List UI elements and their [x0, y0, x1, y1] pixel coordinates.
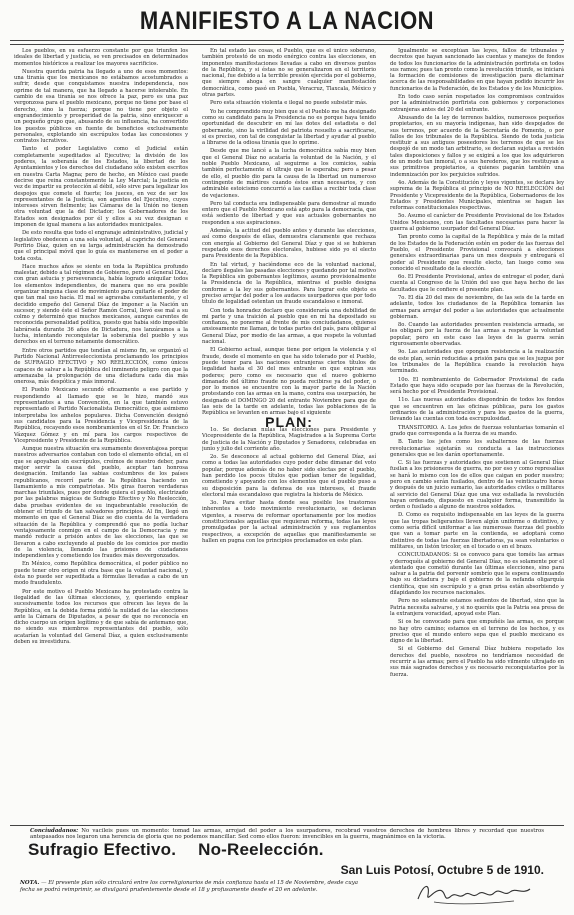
paragraph: Los pueblos, en su esfuerzo constante por que triunfen los ideales de libertad y justicia, se ven precisados en determinados momentos históricos a realizar los mayores sacrificios.	[14, 48, 188, 67]
paragraph: Si el Gobierno del General Díaz hubiera respetado los derechos del pueblo, nosotros no tendríamos necesidad de recurrir a las armas; pero el Pueblo ha sido vilmente ultrajado en sus más sagrados derechos y es necesario reconquistarlos por la fuerza.	[390, 646, 564, 678]
nota-lead: NOTA.	[20, 880, 40, 886]
plan-article: 3o. Para evitar hasta donde sea posible los trastornos inherentes a todo movimiento revolucionario, se declaran vigentes, a reserva de reformar oportunamente por los medios constitucionales aquellas que requieran reforma, todas las leyes promulgadas por la actual administración y sus reglamentos respectivos, a excepción de aquellas que manifiestamente se hallen en pugna con los principios proclamados en este plan.	[202, 500, 376, 544]
paragraph: El Gobierno actual, aunque tiene por origen la violencia y el fraude, desde el momento en que ha sido tolerado por el Pueblo, puede tener para las naciones extranjeras ciertos títulos de legalidad hasta el 30 del mes entrante en que expiran sus poderes; pero como es necesario que el nuevo gobierno dimanado del último fraude no pueda recibirse ya del poder, o por lo menos se encuentre con la mayor parte de la Nación protestando con las armas en la mano, contra esa usurpación, he designado el DOMINGO 20 del entrante Noviembre para que de las seis de la tarde en adelante, todas las poblaciones de la República se levanten en armas bajo el siguiente	[202, 347, 376, 417]
motto-left: Sufragio Efectivo.	[28, 840, 177, 859]
plan-article: 9o. Las autoridades que opongan resistencia a la realización de este plan, serán reducidas a prisión para que se les juzgue por los tribunales de la República cuando la revolución haya terminado.	[390, 349, 564, 375]
plan-heading: PLAN:	[265, 413, 313, 430]
motto	[28, 840, 324, 860]
paragraph: Pero esta situación violenta e ilegal no puede subsistir más.	[210, 100, 368, 107]
column-1	[14, 48, 188, 823]
paragraph: Igualmente se exceptúan las leyes, fallos de tribunales y decretos que hayan sancionado las cuentas y manejos de fondos de todos los funcionarios de la administración porfirista en todos sus ramos; pues tan pronto como la revolución triunfe, se iniciará la formación de comisiones de investigación para dictaminar acerca de las responsabilidades en que hayan podido incurrir los funcionarios de la Federación, de los Estados y de los Municipios.	[390, 48, 564, 92]
handwritten-signature	[414, 877, 534, 907]
closing-divider	[10, 825, 564, 826]
transitory-article: B. Tanto los jefes como los subalternos de las fuerzas revolucionarias sujetarán su conducta a las instrucciones generales que se les darán oportunamente.	[390, 439, 564, 458]
column-3	[390, 48, 564, 823]
paragraph: Tanto el poder Legislativo como el Judicial están completamente supeditados al Ejecutivo; la división de los poderes, la soberanía de los Estados, la libertad de los Ayuntamientos y los derechos del ciudadano sólo existen escritos en nuestra Carta Magna; pero de hecho, en México casi puede decirse que reina constantemente la Ley Marcial; la justicia en vez de impartir su protección al débil, sólo sirve para legalizar los despojos que comete el fuerte; los jueces, en vez de ser los representantes de la Justicia, son agentes del Ejecutivo, cuyos intereses sirven fielmente; las Cámaras de la Unión no tienen otra voluntad que la del Dictador; los Gobernadores de los Estados son designados por él y ellos a su vez designan e imponen de igual manera a las autoridades municipales.	[14, 146, 188, 229]
paragraph: Además, la actitud del pueblo antes y durante las elecciones, así como después de ellas, demuestra claramente que rechaza con energía al Gobierno del General Díaz y que si se hubieran respetado esos derechos electorales, hubiese sido yo el electo para Presidente de la República.	[202, 228, 376, 260]
transitory-article: TRANSITORIO. A. Los jefes de fuerzas voluntarias tomarán el grado que corresponda a la fuerza de su mando.	[390, 424, 564, 437]
page-title: MANIFIESTO A LA NACION	[139, 6, 435, 35]
plan-article: 11o. Las nuevas autoridades dispondrán de todos los fondos que se encuentren en las oficinas públicas, para los gastos ordinarios de la administración y para los gastos de la guerra, llevando las cuentas con toda escrupulosidad.	[390, 397, 564, 423]
plan-article: 8o. Cuando las autoridades presenten resistencia armada, se les obligará por la fuerza de las armas a respetar la voluntad popular, pero en este caso las leyes de la guerra serán rigurosamente observadas.	[390, 322, 564, 348]
closing-text: No vacileis pues un momento: tomad las armas, arrojad del poder a los usurpadores, recobrad vuestros derechos de hombres libres y recordad que nuestros antepasados nos legaron una herencia de gloria que no podemos mancillar. Sed como ellos fueron: invencibles en la guerra, magnánimos en la victoria.	[30, 828, 545, 841]
paragraph: En tal estado las cosas, el Pueblo, que es el único soberano, también protestó de un modo enérgico contra las elecciones, en imponentes manifestaciones llevadas a cabo en diversos puntos de la República, y si éstas no se generalizaron en el territorio nacional, fue debido a la terrible presión ejercida por el gobierno, que siempre ahoga en sangre cualquier manifestación democrática, como pasó en Puebla, Veracruz, Tlaxcala, México y otras partes.	[202, 48, 376, 99]
paragraph: Tan pronto como la capital de la República y más de la mitad de los Estados de la Federación estén en poder de las fuerzas del Pueblo, el Presidente Provisional convocará a elecciones generales extraordinarias para un mes después y entregará el poder al Presidente que resulte electo, tan luego como sea conocido el resultado de la elección.	[390, 234, 564, 272]
paragraph: Yo he comprendido muy bien que si el Pueblo me ha designado como su candidato para la Presidencia no es porque haya tenido oportunidad de descubrir en mí las dotes del estadista o del gobernante, sino la virilidad del patriota resuelto a sacrificarse, si es preciso, con tal de conquistar la libertad y ayudar al pueblo a librarse de la odiosa tiranía que lo oprime.	[202, 108, 376, 147]
plan-article: 1o. Se declaran nulas las elecciones para Presidente y Vicepresidente de la República, Magistrados a la Suprema Corte de Justicia de la Nación y Diputados y Senadores, celebradas en junio y julio del corriente año.	[202, 426, 376, 452]
plan-article: 2o. Se desconoce al actual gobierno del General Díaz, así como a todas las autoridades cuyo poder debe dimanar del voto popular, porque además de no haber sido electas por el pueblo, han perdido los pocos títulos que podían tener de legalidad, cometiendo y apoyando con los elementos que el pueblo puso a su disposición para la defensa de sus intereses, el fraude electoral más escandaloso que registra la historia de México.	[202, 454, 376, 498]
paragraph: Entre otros partidos que tendían al mismo fin, se organizó el Partido Nacional Antirreeleccionista proclamando los principios de SUFRAGIO EFECTIVO y NO REELECCIÓN, como únicos capaces de salvar a la República del inminente peligro con que la amenazaba la prolongación de una dictadura cada día más onerosa, más despótica y más inmoral.	[14, 347, 188, 386]
column-2	[202, 48, 376, 823]
closing-paragraph	[30, 828, 544, 841]
nota	[20, 880, 370, 893]
plan-article: 5o. Asumo el carácter de Presidente Provisional de los Estados Unidos Mexicanos, con las facultades necesarias para hacer la guerra al gobierno usurpador del General Díaz.	[390, 213, 564, 233]
transitory-article: D. Como es requisito indispensable en las leyes de la guerra que las tropas beligerantes lleven algún uniforme o distintivo, y como sería difícil uniformar a las numerosas fuerzas del pueblo que van a tomar parte en la contienda, se adoptará como distintivo de todas las fuerzas libertadoras, ya sean voluntarios o militares, un listón tricolor, en el tocado o en el brazo.	[390, 512, 564, 550]
paragraph: En tal virtud, y haciéndome eco de la voluntad nacional, declaro ilegales las pasadas elecciones y quedando por tal motivo la República sin gobernantes legítimos, asumo provisionalmente la Presidencia de la República, mientras el pueblo designa conforme a la ley sus gobernantes. Para lograr este objeto es preciso arrojar del poder a los audaces usurpadores que por todo título de legalidad ostentan un fraude escandaloso e inmoral.	[202, 261, 376, 306]
paragraph: En todo caso serán respetados los compromisos contraídos por la administración porfirista con gobiernos y corporaciones extranjeras antes del 20 del entrante.	[390, 94, 564, 113]
plan-article: 7o. El día 20 del mes de noviembre, de las seis de la tarde en adelante, todos los ciudadanos de la República tomarán las armas para arrojar del poder a las autoridades que actualmente gobiernan.	[390, 294, 564, 320]
plan-article: 4o. Además de la Constitución y leyes vigentes, se declara ley suprema de la República el principio de NO REELECCIÓN del Presidente y Vicepresidente de la República, Gobernadores de los Estados y Presidentes Municipales, mientras se hagan las reformas constitucionales respectivas.	[390, 179, 564, 212]
paragraph: Por este motivo el Pueblo Mexicano ha protestado contra la ilegalidad de las últimas elecciones, y, queriendo emplear sucesivamente todos los recursos que ofrecen las leyes de la República, en la debida forma pidió la nulidad de las elecciones ante la Cámara de Diputados, a pesar de que no reconocía en dicho cuerpo un origen legítimo y de que sabía de antemano que, no siendo sus miembros representantes del pueblo, sólo acatarían la voluntad del General Díaz, a quien exclusivamente deben su investidura.	[14, 588, 188, 646]
motto-right: No-Reelección.	[198, 840, 324, 859]
paragraph: Hace muchos años se siente en toda la República profundo malestar, debido a tal régimen de Gobierno, pero el General Díaz, con gran astucia y perseverancia, había logrado aniquilar todos los elementos independientes, de manera que no era posible organizar ninguna clase de movimiento para quitarle el poder de que tan mal uso hacía. El mal se agravaba constantemente, y el decidido empeño del General Díaz de imponer a la Nación un sucesor, y siendo éste el Señor Ramón Corral, llevó ese mal a su colmo y determinó que muchos mexicanos, aunque carentes de reconocida personalidad política, puesto que había sido imposible labrársela durante 36 años de Dictadura, nos lanzáramos a la lucha, intentando reconquistar la soberanía del pueblo y sus derechos en el terreno netamente democrático.	[14, 263, 188, 346]
paragraph: Si os he convocado para que empuñéis las armas, es porque no hay otro camino; estamos en el terreno de los hechos, y es preciso que el mundo entero sepa que el pueblo mexicano es digno de la libertad.	[390, 619, 564, 645]
paragraph: Desde que me lancé a la lucha democrática sabía muy bien que el General Díaz no acataría la voluntad de la Nación, y el noble Pueblo Mexicano, al seguirme a los comicios, sabía también perfectamente el ultraje que le esperaba; pero a pesar de ello, el pueblo dio para la causa de la libertad un numeroso contingente de mártires cuando éstos eran necesarios, y con admirable estoicismo concurrió a las casillas a recibir toda clase de vejaciones.	[202, 148, 376, 199]
title-divider	[10, 40, 564, 41]
plan-article: 10o. El nombramiento de Gobernador Provisional de cada Estado que haya sido ocupado por las fuerzas de la Revolución, será hecho por el Presidente Provisional.	[390, 376, 564, 396]
title-divider-thin	[10, 44, 564, 45]
plan-article: 6o. El Presidente Provisional, antes de entregar el poder, dará cuenta al Congreso de la Unión del uso que haya hecho de las facultades que le confiere el presente plan.	[390, 274, 564, 293]
closing-lead: Conciudadanos:	[30, 828, 79, 834]
paragraph: Aunque nuestra situación era sumamente desventajosa porque nuestros adversarios contaban con todo el elemento oficial, en el que se apoyaban sin escrúpulos, creímos de nuestro deber, para mejor servir la causa del pueblo, aceptar tan honrosa designación. Imitando las sabias costumbres de los países republicanos, recorrí parte de la República haciendo un llamamiento a mis compatriotas. Mis giras fueron verdaderas marchas triunfales, pues por donde quiera el pueblo, electrizado por las palabras mágicas de Sufragio Efectivo y No Reelección, daba pruebas evidentes de su inquebrantable resolución de obtener el triunfo de tan salvadores principios. Al fin, llegó un momento en que el General Díaz se dio cuenta de la verdadera situación de la República y comprendió que no podía luchar ventajosamente conmigo en el campo de la Democracia y me mandó reducir a prisión antes de las elecciones, las que se llevaron a cabo excluyendo al pueblo de los comicios por medio de la violencia, llenando las prisiones de ciudadanos independientes y cometiendo los fraudes más desvergonzados.	[14, 446, 188, 560]
dateline: San Luis Potosí, Octubre 5 de 1910.	[340, 863, 544, 877]
paragraph: En México, como República democrática, el poder público no puede tener otro origen ni otra base que la voluntad nacional, y ésta no puede ser supeditada a fórmulas llevadas a cabo de un modo fraudulento.	[14, 561, 188, 587]
paragraph: De esto resulta que todo el engranaje administrativo, judicial y legislativo obedecen a una sola voluntad, al capricho del General Porfirio Díaz, quien en su larga administración ha demostrado que el principal móvil que lo guía es mantenerse en el poder a toda costa.	[14, 230, 188, 262]
paragraph: Nuestra querida patria ha llegado a uno de esos momentos: una tiranía que los mexicanos no estábamos acostumbrados a sufrir, desde que conquistamos nuestra independencia, nos oprime de tal manera, que ha llegado a hacerse intolerable. En cambio de esa tiranía se nos ofrece la paz, pero es una paz vergonzosa para el pueblo mexicano, porque no tiene por base el derecho, sino la fuerza; porque no tiene por objeto el engrandecimiento y prosperidad de la patria, sino enriquecer a un pequeño grupo que, abusando de su influencia, ha convertido los puestos públicos en fuente de beneficios exclusivamente personales, explotando sin escrúpulos todas las concesiones y contratos lucrativos.	[14, 68, 188, 145]
paragraph: Con toda honradez declaro que consideraría una debilidad de mi parte y una traición al pueblo que en mí ha depositado su confianza, no ponerme al frente de mis conciudadanos, quienes ansiosamente me llaman, de todas partes del país, para obligar al General Díaz, por medio de las armas, a que respete la voluntad nacional.	[202, 307, 376, 346]
transitory-article: C. Si las fuerzas y autoridades que sostienen al General Díaz fusilan a los prisioneros de guerra, no por eso y como represalias se hará lo mismo con los de ellos que caigan en poder nuestro; pero en cambio serán fusilados, dentro de las veinticuatro horas y después de un juicio sumario, las autoridades civiles o militares al servicio del General Díaz que una vez estallada la revolución hayan ordenado, dispuesto en cualquier forma, transmitido la orden o fusilado a alguno de nuestros soldados.	[390, 460, 564, 511]
nota-text: — El presente plan sólo circulará entre los correligionarios de más confianza hasta el 15 de Noviembre, desde cuya fecha se podrá reimprimir, se divulgará prudentemente desde el 18 y profusamente desde el 20 en adelante.	[20, 880, 359, 893]
paragraph: Abusando de la ley de terrenos baldíos, numerosos pequeños propietarios, en su mayoría indígenas, han sido despojados de sus terrenos, por acuerdo de la Secretaría de Fomento, o por fallos de los tribunales de la República. Siendo de toda justicia restituir a sus antiguos poseedores los terrenos de que se les despojó de un modo tan arbitrario, se declaran sujetas a revisión tales disposiciones y fallos y se exigirá a los que los adquirieron de un modo tan inmoral, o a sus herederos, que los restituyan a sus primitivos propietarios, a quienes pagarán también una indemnización por los perjuicios sufridos.	[390, 114, 564, 178]
paragraph: Pero tal conducta era indispensable para demostrar al mundo entero que el Pueblo Mexicano está apto para la democracia, que está sediento de libertad y que sus actuales gobernantes no responden a sus aspiraciones.	[202, 200, 376, 226]
paragraph: Pero no solamente estamos sedientos de libertad, sino que la Patria necesita salvarse, y si no queréis que la Patria sea presa de la extranjera voracidad, apoyad este Plan.	[390, 598, 564, 617]
paragraph: El Pueblo Mexicano secundó eficazmente a ese partido y respondiendo al llamado que se le hizo, mandó sus representantes a una Convención, en la que también estuvo representado el Partido Nacionalista Democrático, que asimismo interpretaba los anhelos populares. Dicha Convención designó sus candidatos para la Presidencia y Vicepresidencia de la República, recayendo esos nombramientos en el Sr. Dr. Francisco Vázquez Gómez y en mí para los cargos respectivos de Vicepresidente y Presidente de la República.	[14, 387, 188, 444]
paragraph: CONCIUDADANOS: Si os convoco para que toméis las armas y derroquéis al gobierno del General Díaz, no es solamente por el atentado que cometió durante las últimas elecciones, sino para salvar a la patria del porvenir sombrío que le espera continuando bajo su dictadura y bajo el gobierno de la nefanda oligarquía científica, que sin escrúpulo y a gran prisa están absorbiendo y dilapidando los recursos nacionales.	[390, 552, 564, 597]
